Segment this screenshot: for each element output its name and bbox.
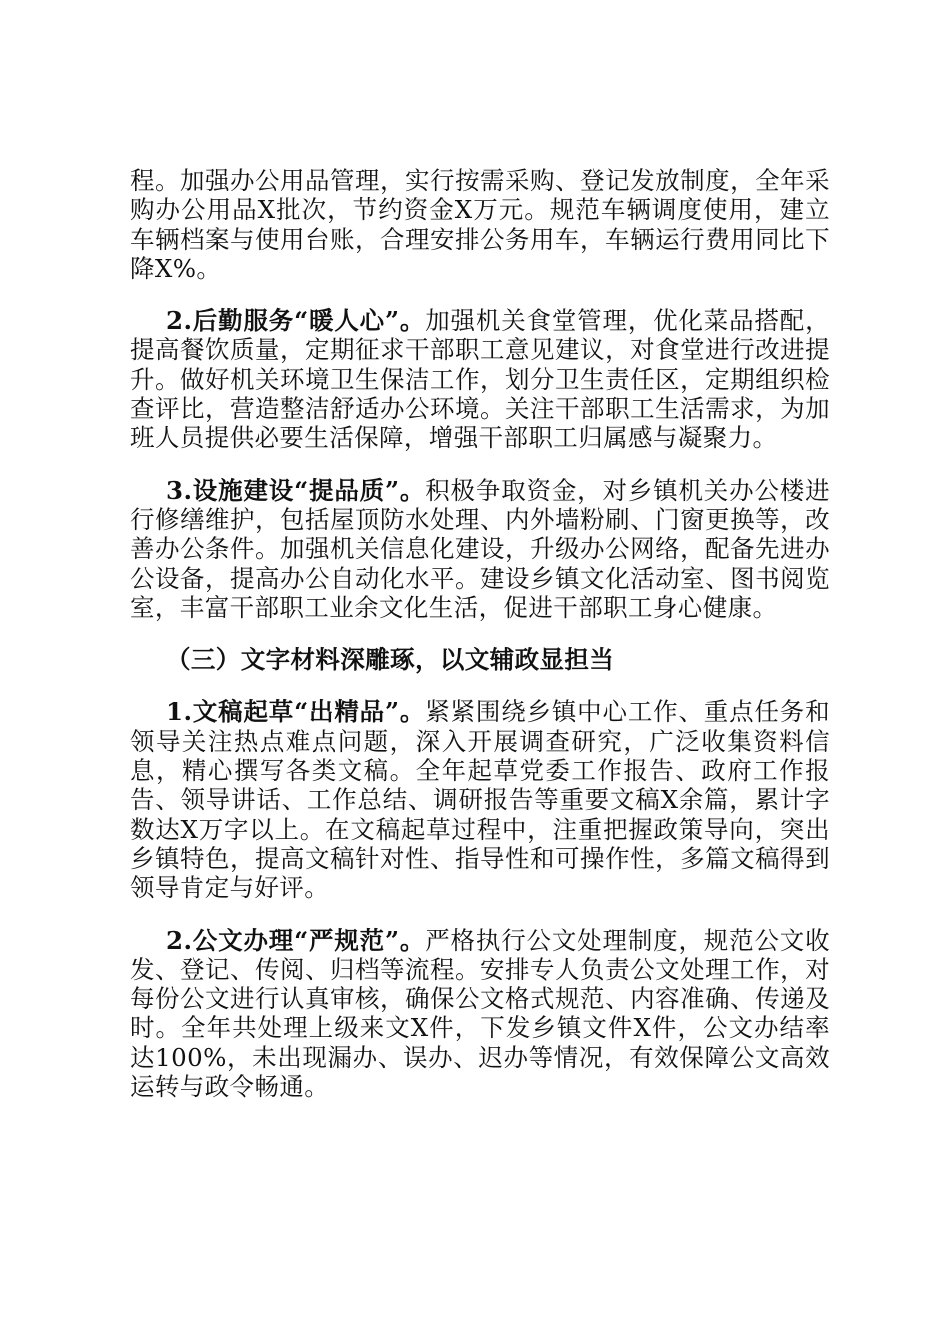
paragraph-body-document-handling: 严格执行公文处理制度，规范公文收发、登记、传阅、归档等流程。安排专人负责公文处理工作，对每份公文进行认真审核，确保公文格式规范、内容准确、传递及时。全年共处理上级来文X件，下发乡镇文件X件，公文办结率达100%，未出现漏办、误办、迟办等情况，有效保障公文高效运转与政令畅通。 [130, 925, 830, 1102]
paragraph-gap [130, 453, 830, 476]
paragraph-body-drafting: 紧紧围绕乡镇中心工作、重点任务和领导关注热点难点问题，深入开展调查研究，广泛收集资料信息，精心撰写各类文稿。全年起草党委工作报告、政府工作报告、领导讲话、工作总结、调研报告等重要文稿X余篇，累计字数达X万字以上。在文稿起草过程中，注重把握政策导向，突出乡镇特色，提高文稿针对性、指导性和可操作性，多篇文稿得到领导肯定与好评。 [130, 697, 830, 903]
paragraph-body-facility: 积极争取资金，对乡镇机关办公楼进行修缮维护，包括屋顶防水处理、内外墙粉刷、门窗更换等，改善办公条件。加强机关信息化建设，升级办公网络，配备先进办公设备，提高办公自动化水平。建设乡镇文化活动室、图书阅览室，丰富干部职工业余文化生活，促进干部职工身心健康。 [130, 475, 830, 622]
paragraph-facility-construction [130, 476, 830, 622]
paragraph-gap [130, 903, 830, 926]
paragraph-lead-drafting: 1.文稿起草“出精品”。 [166, 697, 426, 727]
section-heading-3: （三）文字材料深雕琢，以文辅政显担当 [166, 645, 615, 675]
paragraph-document-handling [130, 926, 830, 1102]
paragraph-continuation: 程。加强办公用品管理，实行按需采购、登记发放制度，全年采购办公用品X批次，节约资金X万元。规范车辆调度使用，建立车辆档案与使用台账，合理安排公务用车，车辆运行费用同比下降X%。 [130, 166, 830, 283]
paragraph-gap [130, 622, 830, 645]
paragraph-gap [130, 674, 830, 697]
paragraph-lead-logistics: 2.后勤服务“暖人心”。 [166, 306, 426, 336]
paragraph-lead-document-handling: 2.公文办理“严规范”。 [166, 925, 426, 955]
paragraph-body-logistics: 加强机关食堂管理，优化菜品搭配，提高餐饮质量，定期征求干部职工意见建议，对食堂进行改进提升。做好机关环境卫生保洁工作，划分卫生责任区，定期组织检查评比，营造整洁舒适办公环境。关注干部职工生活需求，为加班人员提供必要生活保障，增强干部职工归属感与凝聚力。 [130, 306, 830, 453]
document-page [130, 166, 830, 1101]
paragraph-gap [130, 283, 830, 306]
paragraph-lead-facility: 3.设施建设“提品质”。 [166, 475, 426, 505]
paragraph-drafting [130, 697, 830, 902]
paragraph-logistics-service [130, 306, 830, 452]
